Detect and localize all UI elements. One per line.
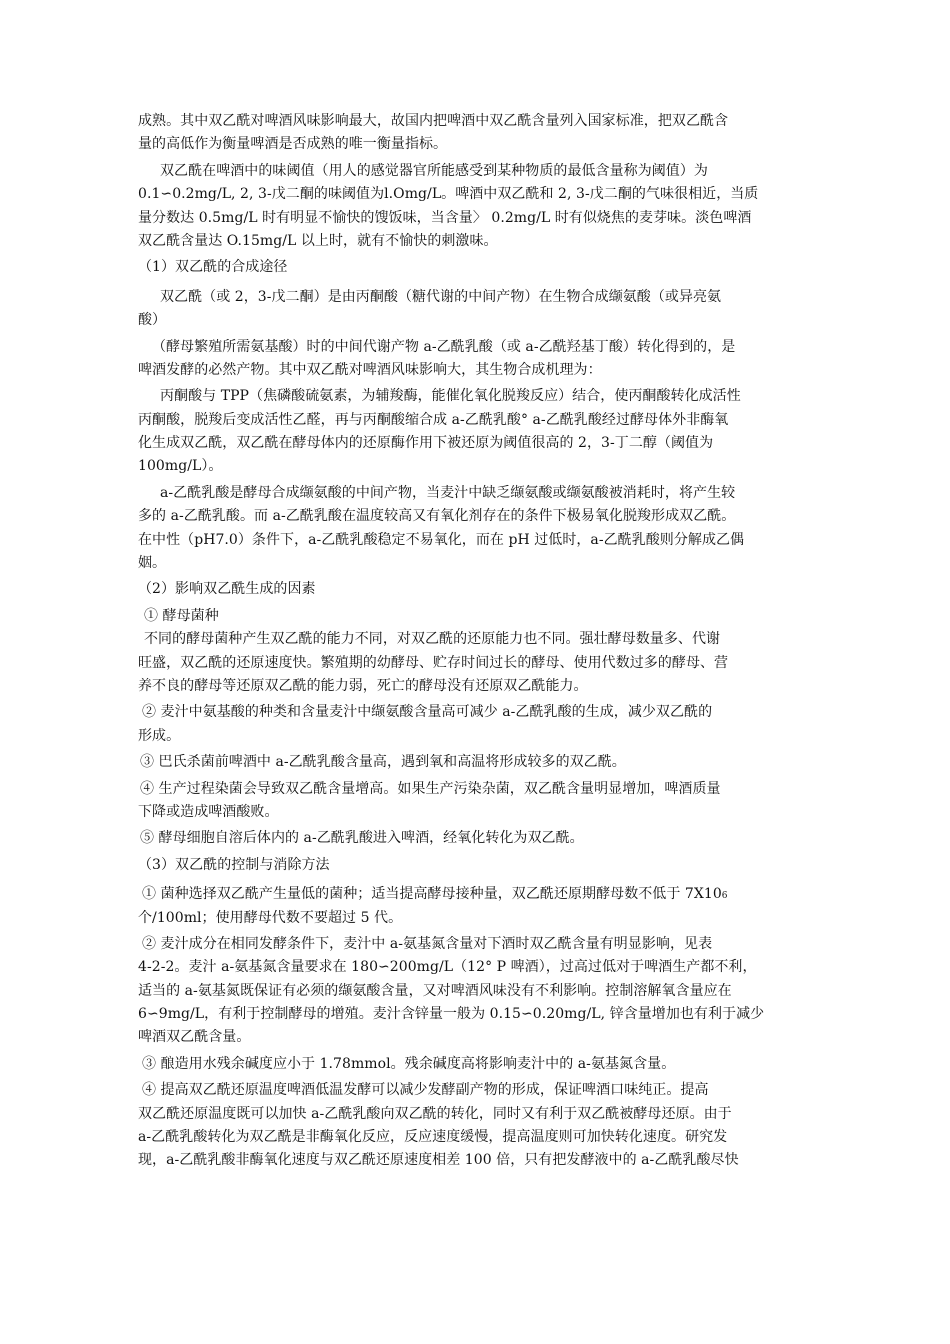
document-page (138, 110, 818, 1173)
list-item (138, 883, 818, 906)
list-item: ⑤ 酵母细胞自溶后体内的 a-乙酰乳酸进入啤酒，经氧化转化为双乙酰。 (140, 830, 584, 847)
paragraph-line: 啤酒双乙酰含量。 (138, 1029, 251, 1046)
list-item-text: ① 菌种选择双乙酰产生量低的菌种；适当提高酵母接种量，双乙酰还原期酵母数不低于 7X10 (142, 886, 722, 903)
list-item: ④ 提高双乙酰还原温度啤酒低温发酵可以减少发酵副产物的形成，保证啤酒口味纯正。提高 (142, 1082, 709, 1099)
paragraph-line: 个/100ml；使用酵母代数不要超过 5 代。 (138, 909, 403, 926)
paragraph-line: 双乙酰（或 2，3-戊二酮）是由丙酮酸（糖代谢的中间产物）在生物合成缬氨酸（或异亮氨 (160, 288, 722, 305)
paragraph-line: 啤酒发酵的必然产物。其中双乙酰对啤酒风味影响大，其生物合成机理为： (138, 361, 602, 378)
paragraph-line: 量的高低作为衡量啤酒是否成熟的唯一衡量指标。 (138, 136, 448, 153)
paragraph-line: 旺盛，双乙酰的还原速度快。繁殖期的幼酵母、贮存时间过长的酵母、使用代数过多的酵母、营 (138, 654, 729, 671)
subscript-exponent: 6 (721, 891, 728, 902)
paragraph-line: a-乙酰乳酸是酵母合成缬氨酸的中间产物，当麦汁中缺乏缬氨酸或缬氨酸被消耗时，将产生较 (160, 484, 736, 501)
paragraph-line: a-乙酰乳酸转化为双乙酰是非酶氧化反应，反应速度缓慢，提高温度则可加快转化速度。研究发 (138, 1129, 728, 1146)
paragraph-line: 双乙酰含量达 O.15mg/L 以上时，就有不愉快的刺激味。 (138, 232, 498, 249)
paragraph-line: 姻。 (138, 555, 167, 572)
paragraph-line: 双乙酰在啤酒中的味阈值（用人的感觉器官所能感受到某种物质的最低含量称为阈值）为 (160, 162, 708, 179)
paragraph-line: 成熟。其中双乙酰对啤酒风味影响最大，故国内把啤酒中双乙酰含量列入国家标准，把双乙酰含 (138, 113, 729, 129)
list-item: ② 麦汁中氨基酸的种类和含量麦汁中缬氨酸含量高可减少 a-乙酰乳酸的生成，减少双乙酰的 (142, 704, 713, 721)
paragraph-line: 丙酮酸，脱羧后变成活性乙醛，再与丙酮酸缩合成 a-乙酰乳酸° a-乙酰乳酸经过酵母体外非酶氧 (138, 411, 729, 428)
list-item: ③ 酿造用水残余碱度应小于 1.78mmol。残余碱度高将影响麦汁中的 a-氨基氮含量。 (142, 1055, 676, 1072)
list-item-heading: ① 酵母菌种 (144, 607, 219, 624)
paragraph-line: 丙酮酸与 TPP（焦磷酸硫氨素，为辅羧酶，能催化氧化脱羧反应）结合，使丙酮酸转化成活性 (160, 388, 741, 405)
paragraph-line: 100mg/L）。 (138, 458, 223, 475)
paragraph-line: 多的 a-乙酰乳酸。而 a-乙酰乳酸在温度较高又有氧化剂存在的条件下极易氧化脱羧形成双乙酰。 (138, 508, 736, 525)
paragraph-line: 下降或造成啤酒酸败。 (138, 803, 279, 820)
paragraph-line: 双乙酰还原温度既可以加快 a-乙酰乳酸向双乙酰的转化，同时又有利于双乙酰被酵母还原。由于 (138, 1105, 732, 1122)
section-heading: （3）双乙酰的控制与消除方法 (138, 856, 330, 873)
paragraph-line: 形成。 (138, 727, 181, 744)
list-item: ③ 巴氏杀菌前啤酒中 a-乙酰乳酸含量高，遇到氧和高温将形成较多的双乙酰。 (140, 754, 626, 771)
paragraph-line: （酵母繁殖所需氨基酸）时的中间代谢产物 a-乙酰乳酸（或 a-乙酰羟基丁酸）转化得到的，是 (152, 338, 736, 355)
section-heading: （2）影响双乙酰生成的因素 (138, 581, 316, 598)
paragraph-line: 量分数达 0.5mg/L 时有明显不愉快的馊饭味，当含量〉 0.2mg/L 时有似烧焦的麦芽味。淡色啤酒 (138, 209, 752, 226)
paragraph-line: 化生成双乙酰，双乙酰在酵母体内的还原酶作用下被还原为阈值很高的 2，3-丁二醇（阈值为 (138, 435, 714, 452)
paragraph-line: 现，a-乙酰乳酸非酶氧化速度与双乙酰还原速度相差 100 倍，只有把发酵液中的 a-乙酰乳酸尽快 (138, 1152, 739, 1169)
paragraph-line: 在中性（pH7.0）条件下，a-乙酰乳酸稳定不易氧化，而在 pH 过低时，a-乙酰乳酸则分解成乙偶 (138, 531, 745, 548)
section-heading: （1）双乙酰的合成途径 (138, 259, 288, 276)
paragraph-line: 酸） (138, 312, 167, 329)
paragraph-line: 适当的 a-氨基氮既保证有必须的缬氨酸含量，又对啤酒风味没有不利影响。控制溶解氧含量应在 (138, 982, 732, 999)
paragraph-line: 4-2-2。麦汁 a-氨基氮含量要求在 180∽200mg/L（12° P 啤酒），过高过低对于啤酒生产都不利， (138, 959, 757, 976)
paragraph-line: 养不良的酵母等还原双乙酰的能力弱，死亡的酵母没有还原双乙酰能力。 (138, 677, 588, 694)
list-item: ② 麦汁成分在相同发酵条件下，麦汁中 a-氨基氮含量对下酒时双乙酰含量有明显影响，见表 (142, 935, 713, 952)
paragraph-line: 0.1∽0.2mg/L, 2, 3-戊二酮的味阈值为l.Omg/L。啤酒中双乙酰和 2, 3-戊二酮的气味很相近，当质 (138, 186, 759, 203)
paragraph-line: 6∽9mg/L，有利于控制酵母的增殖。麦汁含锌量一般为 0.15∽0.20mg/L, 锌含量增加也有利于减少 (138, 1006, 765, 1023)
list-item: ④ 生产过程染菌会导致双乙酰含量增高。如果生产污染杂菌，双乙酰含量明显增加，啤酒质量 (140, 780, 721, 797)
paragraph-line: 不同的酵母菌种产生双乙酰的能力不同，对双乙酰的还原能力也不同。强壮酵母数量多、代谢 (144, 631, 721, 648)
